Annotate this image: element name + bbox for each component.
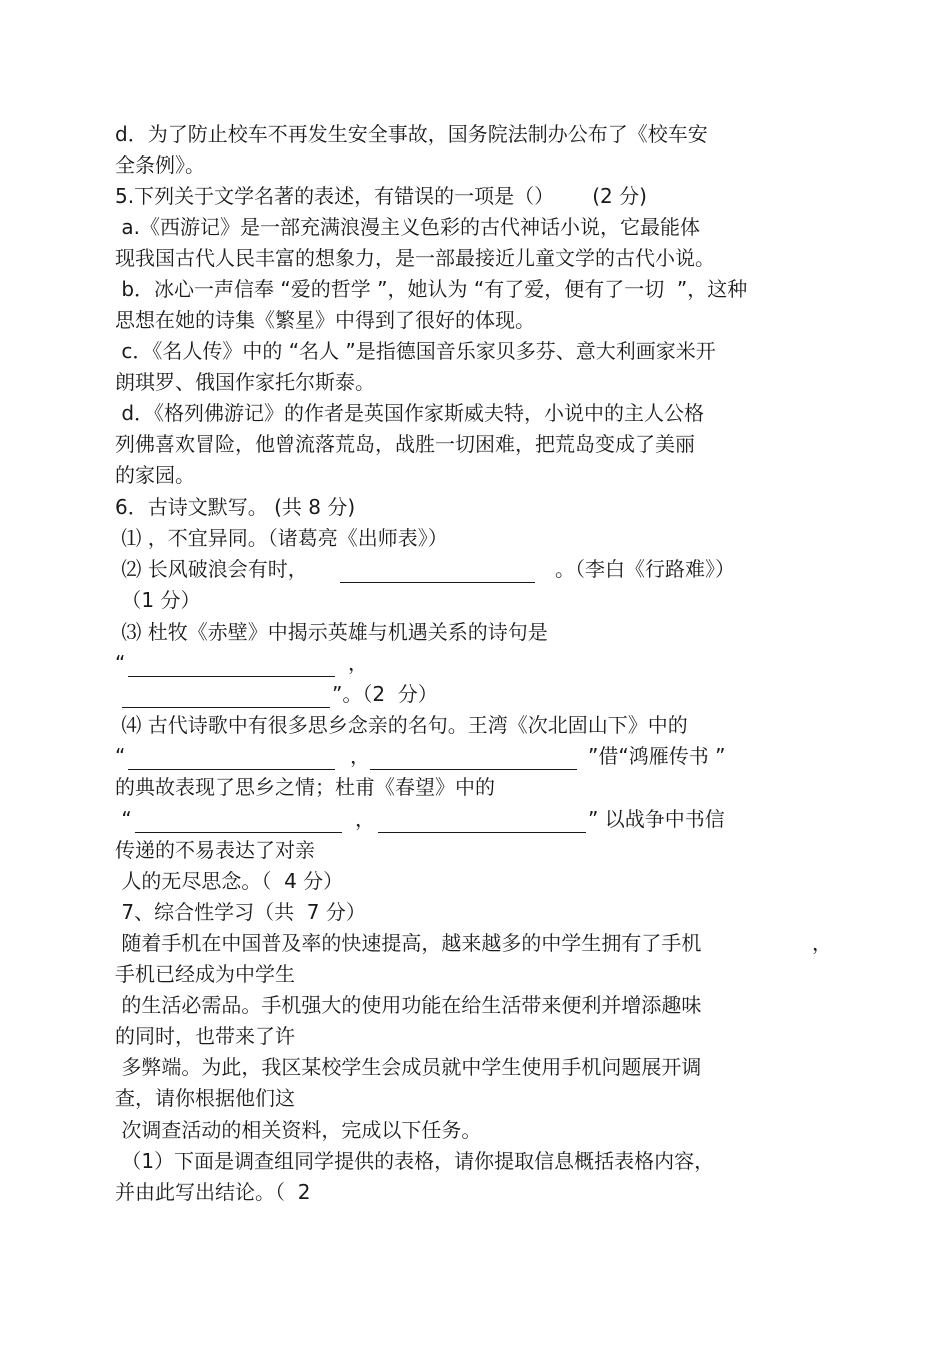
answer-blank[interactable] xyxy=(340,563,535,583)
question-6-heading: 6．古诗文默写。 (共 8 分) xyxy=(115,495,356,519)
answer-blank[interactable] xyxy=(128,750,335,770)
text-line: ， xyxy=(812,931,832,955)
answer-blank[interactable] xyxy=(378,813,586,833)
text-line: ⑷ 古代诗歌中有很多思乡念亲的名句。王湾《次北固山下》中的 xyxy=(115,713,688,737)
text-line: d．为了防止校车不再发生安全事故，国务院法制办公布了《校车安 xyxy=(115,122,708,146)
text-line: 的同时，也带来了许 xyxy=(115,1024,295,1048)
question-5-heading: 5.下列关于文学名著的表述，有错误的一项是（） (2 分) xyxy=(115,184,647,208)
text-line: 的典故表现了思乡之情；杜甫《春望》中的 xyxy=(115,775,495,799)
text-line: 随着手机在中国普及率的快速提高，越来越多的中学生拥有了手机 xyxy=(115,931,702,955)
text-line: 思想在她的诗集《繁星》中得到了很好的体现。 xyxy=(115,308,535,332)
text-line: 现我国古代人民丰富的想象力，是一部最接近儿童文学的古代小说。 xyxy=(115,246,715,270)
text-line: 人的无尽思念。（ 4 分） xyxy=(115,869,344,893)
text-line: 列佛喜欢冒险，他曾流落荒岛，战胜一切困难，把荒岛变成了美丽 xyxy=(115,432,695,456)
text-line: “ xyxy=(115,807,132,831)
text-line: 的生活必需品。手机强大的使用功能在给生活带来便利并增添趣味 xyxy=(115,993,702,1017)
text-line: 次调查活动的相关资料，完成以下任务。 xyxy=(115,1118,482,1142)
text-line: 传递的不易表达了对亲 xyxy=(115,838,315,862)
text-line: ”。（2 分） xyxy=(332,682,438,706)
text-line: ”借“鸿雁传书 ” xyxy=(588,744,726,768)
text-line: ⑵ 长风破浪会有时， xyxy=(115,557,308,581)
answer-blank[interactable] xyxy=(370,750,577,770)
text-line: 朗琪罗、俄国作家托尔斯泰。 xyxy=(115,370,375,394)
answer-blank[interactable] xyxy=(128,657,335,677)
answer-blank[interactable] xyxy=(122,688,330,708)
question-7-heading: 7、综合性学习（共 7 分） xyxy=(115,900,366,924)
text-line: b．冰心一声信奉 “爱的哲学 ”，她认为 “有了爱，便有了一切 ”，这种 xyxy=(115,277,748,301)
text-line: 。（李白《行路难》） xyxy=(555,557,735,581)
text-line: 的家园。 xyxy=(115,463,195,487)
text-line: 查，请你根据他们这 xyxy=(115,1086,295,1110)
text-line: 多弊端。为此，我区某校学生会成员就中学生使用手机问题展开调 xyxy=(115,1055,702,1079)
text-line: “ xyxy=(115,744,126,768)
text-line: d．《格列佛游记》的作者是英国作家斯威夫特，小说中的主人公格 xyxy=(115,401,705,425)
text-line: ⑴ ，不宜异同。（诸葛亮《出师表》） xyxy=(115,526,448,550)
text-line: “ xyxy=(115,651,126,675)
text-line: c．《名人传》中的 “名人 ”是指德国音乐家贝多芬、意大利画家米开 xyxy=(115,339,716,363)
text-line: 全条例》。 xyxy=(115,153,205,177)
text-line: （1 分） xyxy=(115,588,201,612)
text-line: 手机已经成为中学生 xyxy=(115,962,295,986)
text-line: ， xyxy=(350,744,370,768)
text-line: ， xyxy=(355,807,375,831)
text-line: 并由此写出结论。（ 2 xyxy=(115,1180,311,1204)
text-line: （1）下面是调查组同学提供的表格，请你提取信息概括表格内容， xyxy=(115,1149,715,1173)
text-line: ， xyxy=(348,651,368,675)
text-line: ” 以战争中书信 xyxy=(588,807,725,831)
text-line: ⑶ 杜牧《赤壁》中揭示英雄与机遇关系的诗句是 xyxy=(115,620,548,644)
text-line: a.《西游记》是一部充满浪漫主义色彩的古代神话小说，它最能体 xyxy=(115,215,700,239)
answer-blank[interactable] xyxy=(135,813,342,833)
